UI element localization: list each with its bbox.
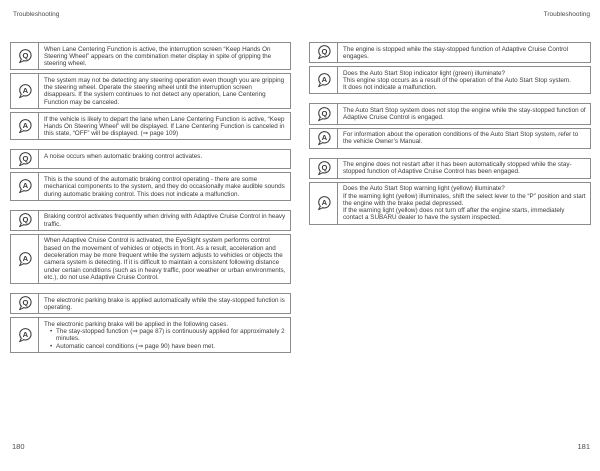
- page-number-right: 181: [577, 442, 590, 451]
- qa-group: [309, 42, 591, 94]
- a-bubble-icon: [11, 173, 39, 199]
- answer-box: [10, 234, 291, 284]
- answer-bullet-list: [44, 328, 286, 350]
- question-box: [10, 149, 291, 169]
- qa-group: [10, 210, 291, 284]
- question-text: Braking control activates frequently when driving with Adaptive Cruise Control in heavy traffic.: [44, 213, 286, 228]
- answer-box: [10, 172, 291, 200]
- question-text: The Auto Start Stop system does not stop the engine while the stay-stopped function of Adaptive Cruise Control is engaged.: [343, 106, 586, 122]
- question-text: A noise occurs when automatic braking control activates.: [44, 152, 203, 160]
- q-bubble-icon: [310, 159, 338, 178]
- question-text: The electronic parking brake is applied automatically while the stay-stopped function is operating.: [44, 296, 285, 312]
- q-bubble-icon: [310, 43, 338, 62]
- answer-text: If the vehicle is likely to depart the lane when Lane Centering Function is active, “Keep Hands On Steering Wheel” will be displayed. If Lane Centering Function is canceled in this state, “OFF” will be displayed. (⇒ page 109): [44, 115, 285, 138]
- answer-box: [309, 128, 591, 149]
- answer-text: When Adaptive Cruise Control is activated, the EyeSight system performs control based on the movement of vehicles or objects in front. As a result, acceleration and deceleration may be more frequent while the system adjusts to vehicles or objects the camera system is detecting. If it is difficult to maintain a consistent following distance under certain conditions (such as in heavy traffic, poor weather or urban environments, etc.), do not use Adaptive Cruise Control.: [44, 237, 286, 281]
- q-bubble-icon: [11, 43, 39, 69]
- svg-text:Q: Q: [21, 298, 28, 308]
- svg-text:A: A: [321, 197, 327, 207]
- answer-box: [10, 317, 291, 353]
- answer-box: [309, 66, 591, 94]
- page-number-left: 180: [12, 442, 25, 451]
- question-text: When Lane Centering Function is active, the interruption screen “Keep Hands On Steering Wheel” appears on the combination meter display in spite of gripping the steering wheel.: [44, 45, 272, 68]
- a-bubble-icon: [11, 235, 39, 283]
- svg-text:A: A: [321, 74, 327, 84]
- answer-text: This is the sound of the automatic braking control operating - there are some mechanical components to the system, and they do occasionally make audible sounds during automatic braking control. This does not indicate a malfunction.: [44, 175, 285, 198]
- a-bubble-icon: [11, 113, 39, 139]
- a-bubble-icon: [310, 183, 338, 224]
- a-bubble-icon: [11, 74, 39, 108]
- question-box: [10, 293, 291, 314]
- answer-text: For information about the operation conditions of the Auto Start Stop system, refer to the vehicle Owner’s Manual.: [343, 131, 579, 146]
- q-bubble-icon: [11, 150, 39, 168]
- answer-box: [10, 73, 291, 109]
- svg-text:Q: Q: [320, 108, 327, 118]
- page-header-right: Troubleshooting: [543, 11, 590, 18]
- answer-box: [309, 182, 591, 225]
- question-text: The engine is stopped while the stay-stopped function of Adaptive Cruise Control engages.: [343, 45, 569, 60]
- qa-group: [309, 158, 591, 225]
- svg-text:Q: Q: [320, 162, 327, 172]
- q-bubble-icon: [11, 294, 39, 313]
- svg-text:Q: Q: [21, 153, 28, 163]
- question-box: [309, 158, 591, 179]
- question-box: [10, 42, 291, 70]
- svg-text:A: A: [321, 132, 327, 142]
- svg-text:A: A: [22, 253, 28, 263]
- a-bubble-icon: [11, 318, 39, 352]
- svg-text:Q: Q: [21, 50, 28, 60]
- svg-text:Q: Q: [320, 46, 327, 56]
- answer-box: [10, 112, 291, 140]
- svg-text:Q: Q: [21, 214, 28, 224]
- qa-content-right: [309, 42, 591, 234]
- page-right: [309, 0, 591, 471]
- question-text: The engine does not restart after it has been automatically stopped while the stay-stopped function of Adaptive Cruise Control has been engaged.: [343, 161, 572, 176]
- answer-text: The system may not be detecting any steering operation even though you are gripping the steering wheel. Operate the steering wheel until the interruption screen disappears. If the system continues to not detect any operation, Lane Centering Function may be canceled.: [44, 76, 285, 106]
- qa-content-left: [10, 42, 291, 362]
- answer-text: The electronic parking brake will be applied in the following cases. • The stay-stopped function (⇒ page 87) is continuously applied for approximately 2 minutes. • Automatic cancel conditions (⇒ page 90) have been met.: [39, 318, 290, 352]
- question-box: [10, 210, 291, 231]
- question-box: [309, 42, 591, 63]
- answer-text: Does the Auto Start Stop warning light (yellow) illuminate? If the warning light (yellow) illuminates, shift the select lever to the “P” position and start the engine with the brake pedal depressed. If the warning light (yellow) does not turn off after the engine starts, immediately contact a SUBARU dealer to have the system inspected.: [343, 185, 586, 222]
- question-box: [309, 103, 591, 124]
- q-bubble-icon: [310, 104, 338, 123]
- answer-bullet-item: • Automatic cancel conditions (⇒ page 90) have been met.: [56, 343, 286, 350]
- qa-group: [10, 293, 291, 353]
- svg-text:A: A: [22, 181, 28, 191]
- q-bubble-icon: [11, 211, 39, 230]
- svg-text:A: A: [22, 120, 28, 130]
- a-bubble-icon: [310, 67, 338, 93]
- page-header-left: Troubleshooting: [13, 11, 60, 18]
- qa-group: [309, 103, 591, 148]
- qa-group: [10, 149, 291, 200]
- a-bubble-icon: [310, 129, 338, 148]
- answer-text: Does the Auto Start Stop indicator light (green) illuminate? This engine stop occurs as a result of the operation of the Auto Start Stop system. It does not indicate a malfunction.: [343, 69, 571, 92]
- svg-text:A: A: [22, 329, 28, 339]
- svg-text:A: A: [22, 85, 28, 95]
- answer-bullet-item: • The stay-stopped function (⇒ page 87) is continuously applied for approximately 2 minutes.: [56, 328, 286, 343]
- qa-group: [10, 42, 291, 140]
- page-left: [10, 0, 291, 471]
